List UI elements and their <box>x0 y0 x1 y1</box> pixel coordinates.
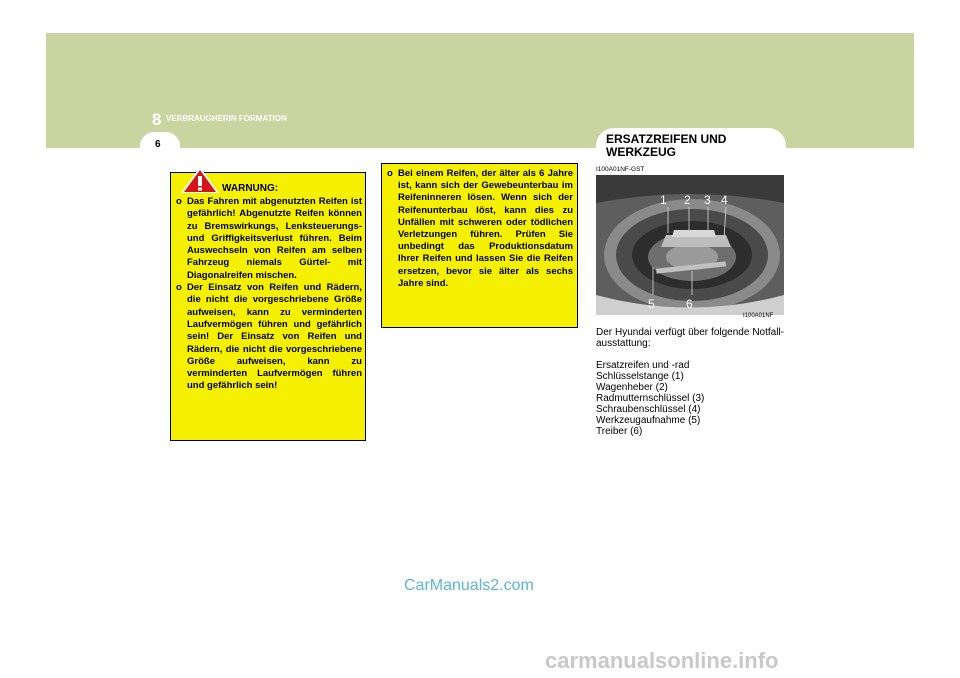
figure-code: I100A01NF <box>743 313 774 319</box>
warning-text: Das Fahren mit abgenutzten Reifen ist gefährlich! Abgenutzte Reifen können zu Bremswirkungs, Lenksteuerungs- und Griffigkeitsverlust führen. Beim Auswechseln von Reifen am selben Fahrzeug niemals Gürtel- mit Diagonalreifen mischen. <box>187 196 362 281</box>
callout-6: 6 <box>686 297 693 311</box>
equipment-line: Werkzeugaufnahme (5) <box>596 415 701 426</box>
list-item <box>387 168 573 290</box>
equipment-line: Wagenheber (2) <box>596 382 668 393</box>
watermark-link[interactable]: CarManuals2.com <box>404 577 534 594</box>
section-title: ERSATZREIFEN UND WERKZEUG <box>606 132 727 159</box>
callout-5: 5 <box>648 297 655 311</box>
exclamation-triangle-icon <box>180 166 220 194</box>
note-list <box>387 168 573 290</box>
spare-tire-photo <box>596 175 784 315</box>
chapter-title: VERBRAUGHERIN FORMATION <box>166 114 287 123</box>
callout-1: 1 <box>660 193 667 207</box>
list-item <box>176 282 362 393</box>
warning-title: WARNUNG: <box>222 183 279 194</box>
note-text: Bei einem Reifen, der älter als 6 Jahre ist, kann sich der Gewebeunterbau im Reifeninneren lösen. Wenn sich der Reifenunterbau löst, kann dies zu Unfällen mit schweren oder tödlichen Verletzungen führen. Prüfen Sie unbedingt das Produktionsdatum Ihrer Reifen und lassen Sie die Reifen ersetzen, bevor sie älter als sechs Jahre sind. <box>398 168 573 289</box>
equipment-line: Treiber (6) <box>596 426 643 437</box>
page-number: 6 <box>155 139 161 150</box>
watermark-text: carmanualsonline.info <box>545 648 779 673</box>
bullet: o <box>176 196 182 207</box>
equipment-line: Schlüsselstange (1) <box>596 371 684 382</box>
header-band <box>46 33 914 148</box>
section-code: I100A01NF-GST <box>596 166 645 173</box>
body-text <box>596 327 784 437</box>
callout-3: 3 <box>704 193 711 207</box>
warning-text: Der Einsatz von Reifen und Rädern, die nicht die vorgeschriebene Größe aufweisen, kann zu verminderten Laufvermögen führen und gefährlich sein! Der Einsatz von Reifen und Rädern, die nicht die vorgeschriebene Größe aufweisen, kann zu verminderten Laufvermögen führen und gefährlich sein! <box>187 282 362 392</box>
equipment-line: Ersatzreifen und -rad <box>596 360 690 371</box>
equipment-line: Radmutternschlüssel (3) <box>596 393 705 404</box>
chapter-number: 8 <box>152 110 162 129</box>
callout-2: 2 <box>684 193 691 207</box>
bullet: o <box>176 282 182 294</box>
list-item <box>176 196 362 282</box>
equipment-line: Schraubenschlüssel (4) <box>596 404 701 415</box>
bullet: o <box>387 168 393 179</box>
intro-paragraph: Der Hyundai verfügt über folgende Notfall-ausstattung: <box>596 327 784 349</box>
callout-4: 4 <box>721 193 728 207</box>
warning-list <box>176 196 362 393</box>
